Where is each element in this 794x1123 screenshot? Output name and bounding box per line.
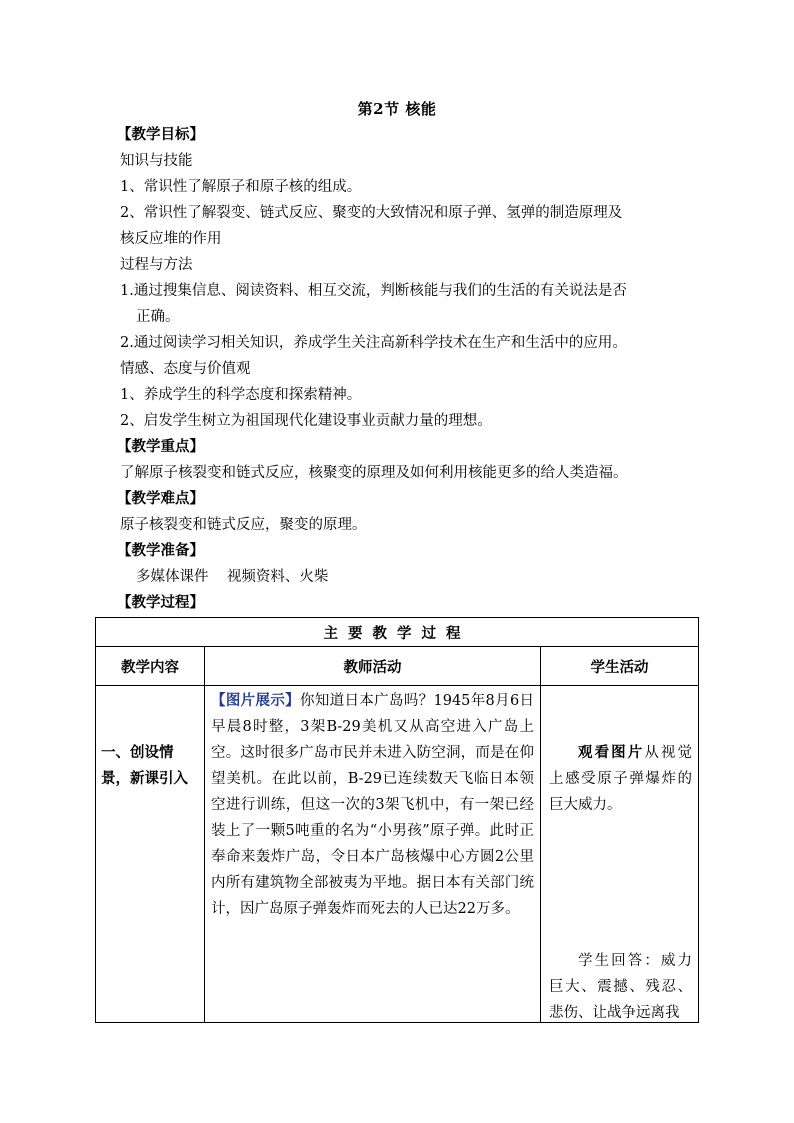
emotion-item-2: 2、启发学生树立为祖国现代化建设事业贡献力量的理想。 [120,413,492,429]
process-heading: 过程与方法 [120,257,193,273]
emotion-heading: 情感、态度与价值观 [120,361,251,377]
key-points-text: 了解原子核裂变和链式反应，核聚变的原理及如何利用核能更多的给人类造福。 [120,465,628,481]
emotion-item-1: 1、养成学生的科学态度和探索精神。 [120,387,362,403]
student-activity-cell [541,686,699,1023]
preparation-text: 多媒体课件 视频资料、火柴 [136,569,329,585]
knowledge-item-2-cont: 核反应堆的作用 [120,231,222,247]
table-main-header-row [96,618,699,647]
page-title: 第2节 核能 [357,100,437,118]
column-header-content: 教学内容 [96,647,205,686]
teacher-activity-body: 你知道日本广岛吗？1945年8月6日早晨8时整，3架B-29美机又从高空进入广岛上空。这时很多广岛市民并未进入防空洞，而是在仰望美机。在此以前，B-29已连续数天飞临日本领空进行训练，但这一次的3架飞机中，有一架已经装上了一颗5吨重的名为“小男孩”原子弹。此时正奉命来轰炸广岛，令日本广岛核爆中心方圆2公里内所有建筑物全部被夷为平地。据日本有关部门统计，因广岛原子弹轰炸而死去的人已达22万多。 [211,693,534,917]
knowledge-item-1: 1、常识性了解原子和原子核的组成。 [120,179,362,195]
teacher-activity-text [205,686,540,922]
column-header-student: 学生活动 [541,647,699,686]
content-label: 一、创设情景，新课引入 [101,744,188,787]
table-main-header: 主要教学过程 [96,618,699,647]
knowledge-heading: 知识与技能 [120,153,193,169]
teaching-process-table [95,617,699,1023]
teacher-activity-cell [205,686,541,1023]
difficult-points-text: 原子核裂变和链式反应，聚变的原理。 [120,517,367,533]
difficult-points-heading: 【教学难点】 [117,490,204,507]
knowledge-item-2: 2、常识性了解裂变、链式反应、聚变的大致情况和原子弹、氢弹的制造原理及 [120,205,623,221]
content-cell [96,686,205,1023]
process-item-2: 2.通过阅读学习相关知识，养成学生关注高新科学技术在生产和生活中的应用。 [120,335,627,351]
preparation-heading: 【教学准备】 [117,542,204,559]
goals-heading: 【教学目标】 [117,126,204,143]
key-points-heading: 【教学重点】 [117,438,204,455]
student-activity-watch [549,740,692,818]
process-item-1: 1.通过搜集信息、阅读资料、相互交流，判断核能与我们的生活的有关说法是否 [120,283,627,299]
procedure-heading: 【教学过程】 [117,594,204,611]
table-row [96,686,699,1023]
process-item-1-cont: 正确。 [136,309,180,325]
table-column-header-row [96,647,699,686]
watch-pictures-label: 观看图片 [578,744,645,761]
picture-display-tag: 【图片展示】 [211,692,300,709]
watch-pictures-text: 从视觉上感受原子弹爆炸的巨大威力。 [549,745,693,813]
student-answer-text: 学生回答：威力巨大、震撼、残忍、悲伤、让战争远离我 [549,953,693,1021]
column-header-teacher: 教师活动 [205,647,541,686]
